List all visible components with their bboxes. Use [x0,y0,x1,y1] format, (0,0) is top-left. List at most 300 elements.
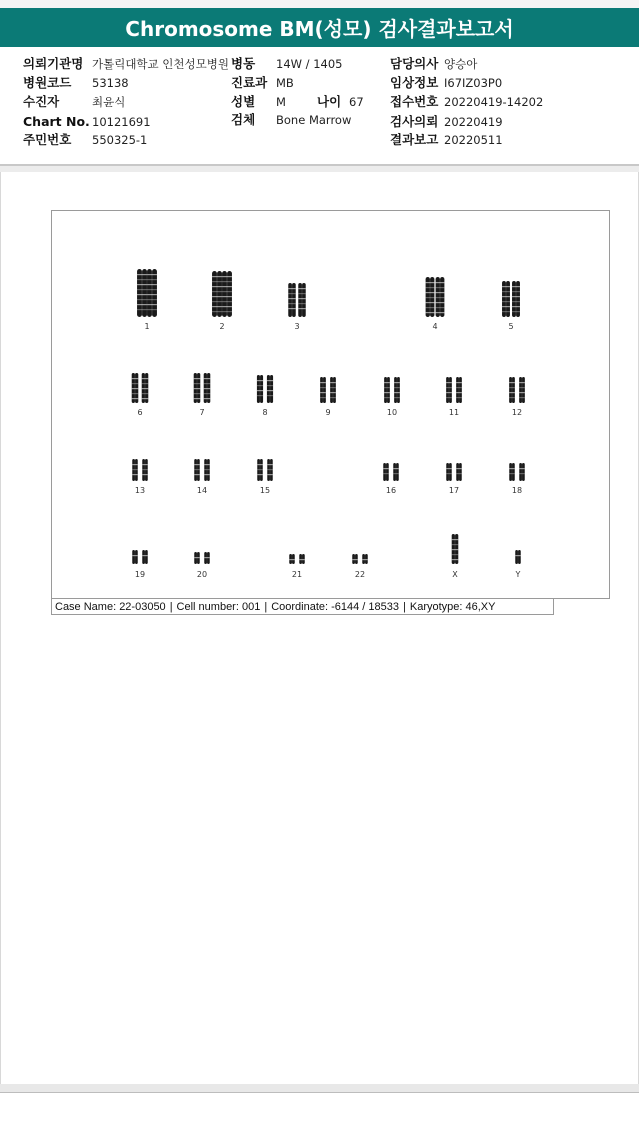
chromosome-band [194,378,201,379]
chromatid [383,463,386,481]
chromosome-band [142,388,149,389]
chromatid [397,377,400,403]
chromosome-band [509,387,515,388]
chromosome-band [456,473,462,474]
chromosome-band [142,383,149,384]
chromosome-band [267,390,273,391]
chromosome-band [147,274,157,275]
chromosome-band [257,390,263,391]
chromosome-band [288,293,295,294]
clinical-info-value: I67IZ03P0 [444,76,503,90]
chromosome-band [509,468,515,469]
chromosome-band [204,393,211,394]
chromosome-band [212,311,222,312]
chromatid [212,271,217,317]
clinical-info-label: 임상정보 [390,75,439,90]
chromosome-band [446,397,452,398]
chromosome-band [204,383,211,384]
chromosome-band [384,382,390,383]
chromosome-pair-9 [320,377,336,417]
chromosome-band [289,559,295,560]
chromosome-band [456,397,462,398]
chromosome-band [512,296,520,297]
chromosome-label: 1 [144,322,150,331]
chromosome-label: 8 [262,408,268,417]
chromosome-band [137,309,147,310]
chromatid [519,463,522,481]
chromosome-pair-7 [194,373,211,417]
chromosome-pair-15 [257,459,273,495]
chromosome-band [320,382,326,383]
chromosome-pair-1 [137,269,157,331]
chromosome-band [393,468,399,469]
chromosome-band [147,309,157,310]
chromatid [459,377,462,403]
chromatid [449,377,452,403]
chromosome-band [142,464,148,465]
chromosome-label: 21 [291,570,303,579]
chromosome-band [452,554,459,555]
department-label: 진료과 [231,75,268,90]
chromosome-pair-12 [509,377,525,417]
chromatid [393,463,396,481]
chromosome-band [137,299,147,300]
chromosome-band [426,297,435,298]
chromosome-label: Y [515,570,521,579]
chromosome-band [132,469,138,470]
chromosome-label: 10 [386,408,398,417]
chromosome-band [436,302,445,303]
chromosome-band [320,387,326,388]
chromosome-band [142,398,149,399]
chromatid [267,375,270,403]
chromosome-band [212,301,222,302]
chromosome-band [509,397,515,398]
chromosome-pair-13 [132,459,148,495]
chromosome-band [137,304,147,305]
chromosome-band [132,388,139,389]
age-value: 67 [349,95,364,109]
chromosome-band [142,378,149,379]
karyotype: Karyotype: 46,XY [409,601,496,613]
chromatid [333,377,336,403]
chromosome-pair-6 [132,373,149,417]
chromatid [519,377,522,403]
chromosome-pair-14 [194,459,210,495]
chromosome-label: 2 [219,322,225,331]
chromosome-band [502,306,510,307]
chromosome-band [222,306,232,307]
chromosome-band [436,292,445,293]
report-title-bar [0,8,639,47]
chromosome-band [194,393,201,394]
chromosome-band [330,382,336,383]
cell-number: Cell number: 001 [176,601,261,613]
chromatid [394,377,397,403]
chromosome-band [222,296,232,297]
chromosome-pair-3 [288,283,305,331]
report-title: Chromosome BM(성모) 검사결과보고서 [125,17,514,41]
chromosome-label: 16 [385,486,397,495]
chromatid [509,463,512,481]
chromosome-band [452,544,459,545]
chromosome-band [288,308,295,309]
hospital-code-value: 53138 [92,76,129,90]
chromosome-band [142,393,149,394]
chromosome-band [298,308,305,309]
chromosome-band [212,286,222,287]
chromosome-band [257,464,263,465]
chromosome-label: 15 [259,486,271,495]
chromosome-band [267,474,273,475]
chromatid [459,463,462,481]
chromosome-band [137,279,147,280]
chromosome-band [267,385,273,386]
patient-label: 수진자 [23,94,60,109]
chromosome-band [132,398,139,399]
receipt-no-label: 접수번호 [390,94,439,109]
chromosome-band [519,397,525,398]
chromosome-band [288,303,295,304]
chromosome-band [446,392,452,393]
chromosome-pair-22 [352,554,368,579]
chromosome-band [515,555,521,556]
chromosome-band [212,291,222,292]
chromosome-pair-10 [384,377,400,417]
chromosome-pair-5 [502,281,520,331]
chromosome-label: 12 [511,408,523,417]
chromatid [522,463,525,481]
physician-label: 담당의사 [390,56,439,71]
chromosome-band [257,469,263,470]
chromosome-band [384,392,390,393]
chromosome-band [204,469,210,470]
chromosome-label: 19 [134,570,146,579]
chromosome-label: 18 [511,486,523,495]
chromatid [142,550,145,564]
coordinate: Coordinate: -6144 / 18533 [271,601,400,613]
chromosome-band [502,296,510,297]
chromosome-band [222,301,232,302]
chromosome-band [288,298,295,299]
bottom-band [0,1084,639,1093]
sex-label: 성별 [231,94,256,109]
result-report-value: 20220511 [444,133,503,147]
specimen-value: Bone Marrow [276,113,352,127]
chromosome-band [142,555,148,556]
chromosome-band [147,299,157,300]
chromosome-pair-21 [289,554,305,579]
chromosome-band [142,474,148,475]
chromosome-label: X [452,570,458,579]
chromosome-band [519,468,525,469]
chromatid [456,463,459,481]
chromosome-band [502,286,510,287]
chromosome-band [452,539,459,540]
chromosome-band [352,559,358,560]
chromosome-band [394,387,400,388]
receipt-no-value: 20220419-14202 [444,95,544,109]
chromosome-label: 7 [199,408,205,417]
chromatid [217,271,222,317]
chromosome-label: 5 [508,322,514,331]
chromosome-band [509,473,515,474]
chromosome-band [384,397,390,398]
chromosome-band [298,303,305,304]
chromosome-band [502,291,510,292]
physician-value: 양승아 [444,57,478,71]
chromosome-band [446,387,452,388]
chromosome-band [132,393,139,394]
chromatid [132,550,135,564]
chromosome-band [212,296,222,297]
chromatid [222,271,227,317]
chromosome-band [512,306,520,307]
chromatid [396,463,399,481]
chromosome-band [519,473,525,474]
chromatid [512,463,515,481]
chromosome-band [257,474,263,475]
chromosome-band [137,274,147,275]
test-request-value: 20220419 [444,115,503,129]
test-request-label: 검사의뢰 [390,114,439,129]
karyogram-figure [52,211,609,598]
chromosome-band [267,395,273,396]
patient-value: 최윤식 [92,95,126,109]
chromosome-band [519,387,525,388]
chart-no-value: 10121691 [92,115,151,129]
chromosome-band [394,392,400,393]
resident-no-label: 주민번호 [23,132,72,147]
chromosome-band [212,276,222,277]
chromosome-label: 13 [134,486,146,495]
chromatid [449,463,452,481]
chromosome-band [456,387,462,388]
chromosome-band [320,397,326,398]
chromatid [320,377,323,403]
chromosome-band [330,392,336,393]
chromosome-band [222,311,232,312]
specimen-label: 검체 [231,112,256,127]
chromatid [515,550,518,564]
chromosome-band [194,557,200,558]
chromosome-pair-18 [509,463,525,495]
chromosome-band [147,289,157,290]
chromosome-band [394,382,400,383]
chromosome-band [142,469,148,470]
chromatid [260,375,263,403]
chromosome-label: 4 [432,322,438,331]
chromosome-band [212,281,222,282]
chromosome-band [257,385,263,386]
chromatid [270,375,273,403]
chromatid [518,550,521,564]
chromatid [384,377,387,403]
chromosome-label: 22 [354,570,366,579]
chromosome-band [426,312,435,313]
chromatid [386,463,389,481]
chromosome-band [147,279,157,280]
chromosome-band [147,304,157,305]
chromatid [522,377,525,403]
chart-no-label: Chart No. [23,114,90,129]
chromosome-pair-17 [446,463,462,495]
chromosome-band [132,464,138,465]
chromosome-band [383,468,389,469]
chromosome-band [512,301,520,302]
chromosome-label: 9 [325,408,331,417]
department-value: MB [276,76,294,90]
chromosome-band [436,297,445,298]
chromosome-band [456,382,462,383]
chromosome-band [267,380,273,381]
chromosome-band [194,464,200,465]
chromosome-band [320,392,326,393]
chromosome-band [383,473,389,474]
chromosome-band [393,473,399,474]
chromosome-band [222,291,232,292]
requesting-institution-label: 의뢰기관명 [23,56,84,71]
chromosome-band [222,281,232,282]
chromosome-band [194,474,200,475]
chromosome-band [509,382,515,383]
chromosome-band [137,294,147,295]
chromosome-band [519,392,525,393]
chromosome-band [519,382,525,383]
chromatid [446,463,449,481]
top-strip [0,0,639,8]
chromosome-band [446,473,452,474]
chromosome-band [426,287,435,288]
result-report-label: 결과보고 [390,132,439,147]
chromosome-pair-4 [426,277,445,331]
chromosome-band [436,287,445,288]
chromosome-band [502,311,510,312]
chromosome-band [456,468,462,469]
chromosome-label: 3 [294,322,300,331]
chromatid [330,377,333,403]
chromosome-label: 11 [448,408,460,417]
chromosome-band [267,469,273,470]
age-label: 나이 [317,94,342,109]
chromosome-pair-x [452,534,459,579]
chromosome-band [194,469,200,470]
chromosome-band [436,312,445,313]
chromosome-band [362,559,368,560]
chromosome-band [204,474,210,475]
chromosome-band [298,298,305,299]
chromosome-band [257,395,263,396]
chromosome-band [446,382,452,383]
chromosome-band [132,474,138,475]
hospital-code-label: 병원코드 [23,75,72,90]
case-name: Case Name: 22-03050 [55,601,166,613]
patient-info-section [0,48,639,164]
chromosome-band [132,378,139,379]
case-info-bar: Case Name: 22-03050 | Cell number: 001 | Coordinate: -6144 / 18533 | Karyotype: 46,XY [51,598,554,615]
chromosome-band [512,291,520,292]
chromosome-band [298,293,305,294]
chromosome-band [132,555,138,556]
chromosome-band [298,288,305,289]
chromosome-label: 20 [196,570,208,579]
chromosome-band [194,383,201,384]
chromosome-band [436,282,445,283]
chromosome-band [137,289,147,290]
chromosome-band [299,559,305,560]
chromosome-band [267,464,273,465]
chromosome-label: 17 [448,486,460,495]
chromosome-band [512,286,520,287]
ward-value: 14W / 1405 [276,57,343,71]
chromatid [446,377,449,403]
chromosome-pair-20 [194,552,210,579]
chromatid [227,271,232,317]
chromosome-band [204,464,210,465]
chromosome-band [394,397,400,398]
chromosome-band [509,392,515,393]
chromosome-band [147,294,157,295]
chromosome-band [204,378,211,379]
chromosome-band [436,307,445,308]
chromosome-band [426,282,435,283]
chromosome-band [502,301,510,302]
chromosome-band [288,288,295,289]
chromosome-band [257,380,263,381]
chromosome-band [426,302,435,303]
chromosome-band [222,286,232,287]
chromosome-band [212,306,222,307]
chromatid [387,377,390,403]
chromosome-pair-8 [257,375,273,417]
chromosome-band [204,398,211,399]
ward-label: 병동 [231,56,256,71]
chromosome-label: 14 [196,486,208,495]
chromosome-band [426,307,435,308]
chromosome-band [204,557,210,558]
chromatid [323,377,326,403]
chromatid [512,377,515,403]
chromosome-band [446,468,452,469]
chromatid [257,375,260,403]
chromosome-band [132,383,139,384]
chromosome-pair-2 [212,271,232,331]
chromosome-band [147,284,157,285]
chromosome-pair-11 [446,377,462,417]
chromatid [509,377,512,403]
chromosome-pair-19 [132,550,148,579]
chromosome-pair-16 [383,463,399,495]
chromosome-band [456,392,462,393]
chromosome-band [194,398,201,399]
chromosome-pair-y [515,550,521,579]
sex-value: M [276,95,286,109]
requesting-institution-value: 가톨릭대학교 인천성모병원 [92,57,229,71]
chromosome-band [194,388,201,389]
chromosome-band [204,388,211,389]
chromatid [145,550,148,564]
resident-no-value: 550325-1 [92,133,148,147]
chromosome-band [330,397,336,398]
chromosome-band [426,292,435,293]
chromosome-band [512,311,520,312]
chromatid [456,377,459,403]
chromosome-label: 6 [137,408,143,417]
chromatid [135,550,138,564]
chromosome-band [452,559,459,560]
karyogram-image [51,210,610,599]
chromosome-band [384,387,390,388]
